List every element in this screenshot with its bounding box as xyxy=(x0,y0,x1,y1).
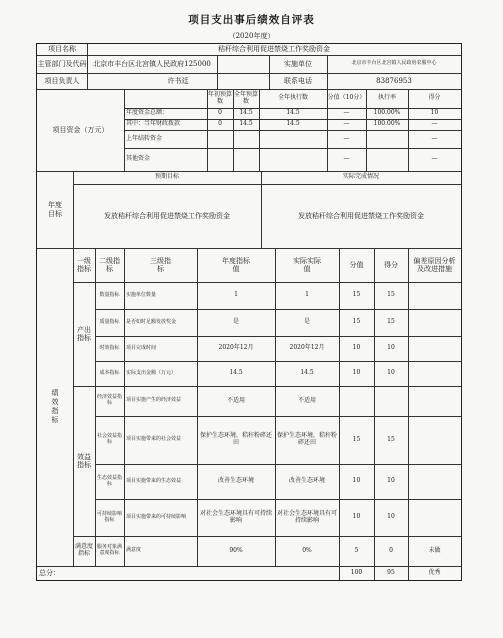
indicator-deviation xyxy=(408,416,461,464)
indicator-level2: 数量指标 xyxy=(99,291,120,298)
indicator-level3: 项目实施带来的社会效益 xyxy=(126,436,182,443)
page-subtitle: （2020年度） xyxy=(228,32,275,40)
indicator-deviation xyxy=(408,386,461,416)
indicator-score-value: 15 xyxy=(352,435,361,443)
indicator-score-value: 5 xyxy=(354,546,359,554)
indicator-deviation xyxy=(408,336,461,361)
unit-value: 北京市丰台区北宫镇人民政府农服中心 xyxy=(351,60,437,67)
indicator-target: 90% xyxy=(229,546,243,554)
funds-header-score: 得分 xyxy=(428,94,441,102)
funds-header-rate: 执行率 xyxy=(377,94,396,102)
indicator-actual: 改善生态环境 xyxy=(288,477,325,485)
total-label: 总分： xyxy=(39,568,60,577)
funds-cell: 10 xyxy=(430,109,439,117)
indicator-level2: 质量指标 xyxy=(99,318,120,325)
indicator-actual: 是 xyxy=(303,318,310,326)
indicator-score-value: 15 xyxy=(352,291,361,299)
indicator-score: 15 xyxy=(387,435,395,443)
funds-label: 项目资金（万元） xyxy=(52,125,109,134)
funds-row-label: 其中：当年财政拨款 xyxy=(126,120,181,128)
indicator-score: 10 xyxy=(387,344,395,352)
total-grade: 优秀 xyxy=(428,568,441,576)
header-level3: 三级指标 xyxy=(150,256,171,273)
total-score-value: 100 xyxy=(350,568,363,576)
indicator-actual: 1 xyxy=(305,291,309,299)
indicator-score xyxy=(374,386,408,416)
funds-cell: 0 xyxy=(218,109,222,117)
funds-row-label: 上年结转资金 xyxy=(126,134,163,142)
indicator-level3: 项目完成时间 xyxy=(126,344,157,351)
actual-goal-header: 实际完成情况 xyxy=(342,173,379,181)
indicator-level2: 时效指标 xyxy=(99,344,120,351)
funds-cell: — xyxy=(431,134,438,142)
output-indicator-label: 产出指标 xyxy=(77,325,91,342)
header-target: 年度指标值 xyxy=(222,256,250,273)
indicator-score-value: 10 xyxy=(352,477,361,485)
goals-label: 年度目标 xyxy=(48,201,62,218)
department-label: 主管部门及代码 xyxy=(37,59,87,68)
funds-row-label: 年度资金总额： xyxy=(126,109,169,117)
effect-indicator-label: 效益指标 xyxy=(77,452,91,469)
phone-value: 83876953 xyxy=(376,76,412,85)
header-score-value: 分值 xyxy=(349,260,364,269)
funds-header-annual: 全年预算数 xyxy=(233,90,258,105)
header-deviation: 偏差原因分析及改进措施 xyxy=(413,256,456,273)
indicator-score-value xyxy=(339,386,374,416)
funds-cell: 14.5 xyxy=(286,109,300,117)
indicator-score: 10 xyxy=(387,477,395,485)
indicator-level3: 项目实施带来的可持续影响 xyxy=(126,513,187,520)
funds-cell: 100.00% xyxy=(373,109,401,117)
indicator-level3: 项目实施产生的经济效益 xyxy=(126,397,182,404)
phone-label: 联系电话 xyxy=(284,76,312,85)
indicator-target: 是 xyxy=(232,318,239,326)
indicator-level2: 可持续影响指标 xyxy=(97,510,123,523)
indicator-deviation xyxy=(408,464,461,499)
indicator-level2: 服务对象满意度指标 xyxy=(97,544,123,556)
total-score: 95 xyxy=(387,568,395,576)
indicator-deviation: 未做 xyxy=(428,546,441,554)
indicator-target: 不适用 xyxy=(226,396,245,404)
indicator-target: 2020年12月 xyxy=(218,344,254,352)
indicator-deviation xyxy=(408,309,461,336)
indicator-deviation xyxy=(408,361,461,386)
indicator-actual: 不适用 xyxy=(297,396,316,404)
funds-cell: — xyxy=(343,155,350,163)
indicator-level2: 成本指标 xyxy=(99,369,120,376)
indicator-score-value: 10 xyxy=(352,513,361,521)
funds-cell: — xyxy=(431,120,438,128)
header-level1: 一级指标 xyxy=(77,256,91,273)
funds-cell: 100.00% xyxy=(373,120,401,128)
funds-cell: 14.5 xyxy=(239,109,253,117)
header-actual: 实际实际值 xyxy=(293,256,321,273)
indicator-target: 对社会生态环境具有可持续影响 xyxy=(199,509,272,524)
indicator-score-value: 10 xyxy=(352,369,361,377)
funds-header-executed: 全年执行数 xyxy=(277,94,308,102)
actual-goal: 发放秸秆综合利用促进禁烧工作奖励资金 xyxy=(298,211,424,220)
indicator-deviation xyxy=(408,499,461,536)
indicator-score-value: 10 xyxy=(352,344,361,352)
indicator-target: 1 xyxy=(234,291,238,299)
indicator-level2: 社会效益指标 xyxy=(97,433,123,445)
expected-goal: 发放秸秆综合利用促进禁烧工作奖励资金 xyxy=(104,211,230,220)
leader-label: 项目负责人 xyxy=(44,76,80,85)
leader-value: 许书廷 xyxy=(167,76,189,85)
funds-cell: 14.5 xyxy=(286,120,300,128)
unit-label: 实施单位 xyxy=(284,59,312,68)
project-name-label: 项目名称 xyxy=(48,45,76,54)
indicator-level3: 实际支出金额（万元） xyxy=(126,369,177,376)
funds-cell: — xyxy=(343,134,350,142)
indicator-score: 10 xyxy=(387,513,395,521)
indicator-actual: 14.5 xyxy=(300,369,314,377)
indicator-level3: 是否如时足额发放奖金 xyxy=(126,318,177,325)
indicator-target: 保护生态环境，秸秆粉碎还田 xyxy=(199,432,272,446)
indicator-actual: 保护生态环境，秸秆粉碎还田 xyxy=(277,432,338,446)
funds-row-label: 其他资金 xyxy=(126,155,151,163)
indicator-level2: 生态效益指标 xyxy=(97,474,123,487)
funds-header-initial: 年初预算数 xyxy=(207,90,232,105)
indicator-deviation xyxy=(408,282,461,309)
funds-cell: — xyxy=(343,109,350,117)
indicator-score-value: 15 xyxy=(352,318,361,326)
page-title: 项目支出事后绩效自评表 xyxy=(188,14,315,26)
indicator-target: 改善生态环境 xyxy=(217,477,254,485)
indicator-level2: 经济效益指标 xyxy=(97,394,123,406)
department-value: 北京市丰台区北宫镇人民政府125000 xyxy=(93,59,211,68)
indicator-score: 15 xyxy=(387,318,395,326)
header-level2: 二级指标 xyxy=(99,256,120,273)
evaluation-table xyxy=(36,43,462,581)
indicator-score: 0 xyxy=(389,546,393,554)
funds-cell: 0 xyxy=(218,120,222,128)
indicator-level3: 项目实施带来的生态效益 xyxy=(126,477,182,484)
funds-header-score-value: 分值（10分） xyxy=(327,94,366,102)
header-score: 得分 xyxy=(384,260,398,269)
project-name: 秸秆综合利用促进禁烧工作奖励资金 xyxy=(218,45,330,54)
indicator-score: 15 xyxy=(387,291,395,299)
indicator-level3: 满意度 xyxy=(126,547,142,554)
indicator-target: 14.5 xyxy=(229,369,243,377)
satisfaction-indicator-label: 满意度指标 xyxy=(74,543,93,557)
indicator-actual: 对社会生态环境具有可持续影响 xyxy=(277,509,338,524)
indicator-actual: 0% xyxy=(302,546,312,554)
indicator-actual: 2020年12月 xyxy=(289,344,325,352)
performance-indicators-label: 绩效指标 xyxy=(51,389,60,425)
indicator-score: 10 xyxy=(387,369,395,377)
expected-goal-header: 预期目标 xyxy=(154,173,179,181)
funds-cell: — xyxy=(431,155,438,163)
funds-cell: 14.5 xyxy=(239,120,253,128)
funds-cell: — xyxy=(343,120,350,128)
indicator-level3: 实施单位数量 xyxy=(126,291,157,298)
